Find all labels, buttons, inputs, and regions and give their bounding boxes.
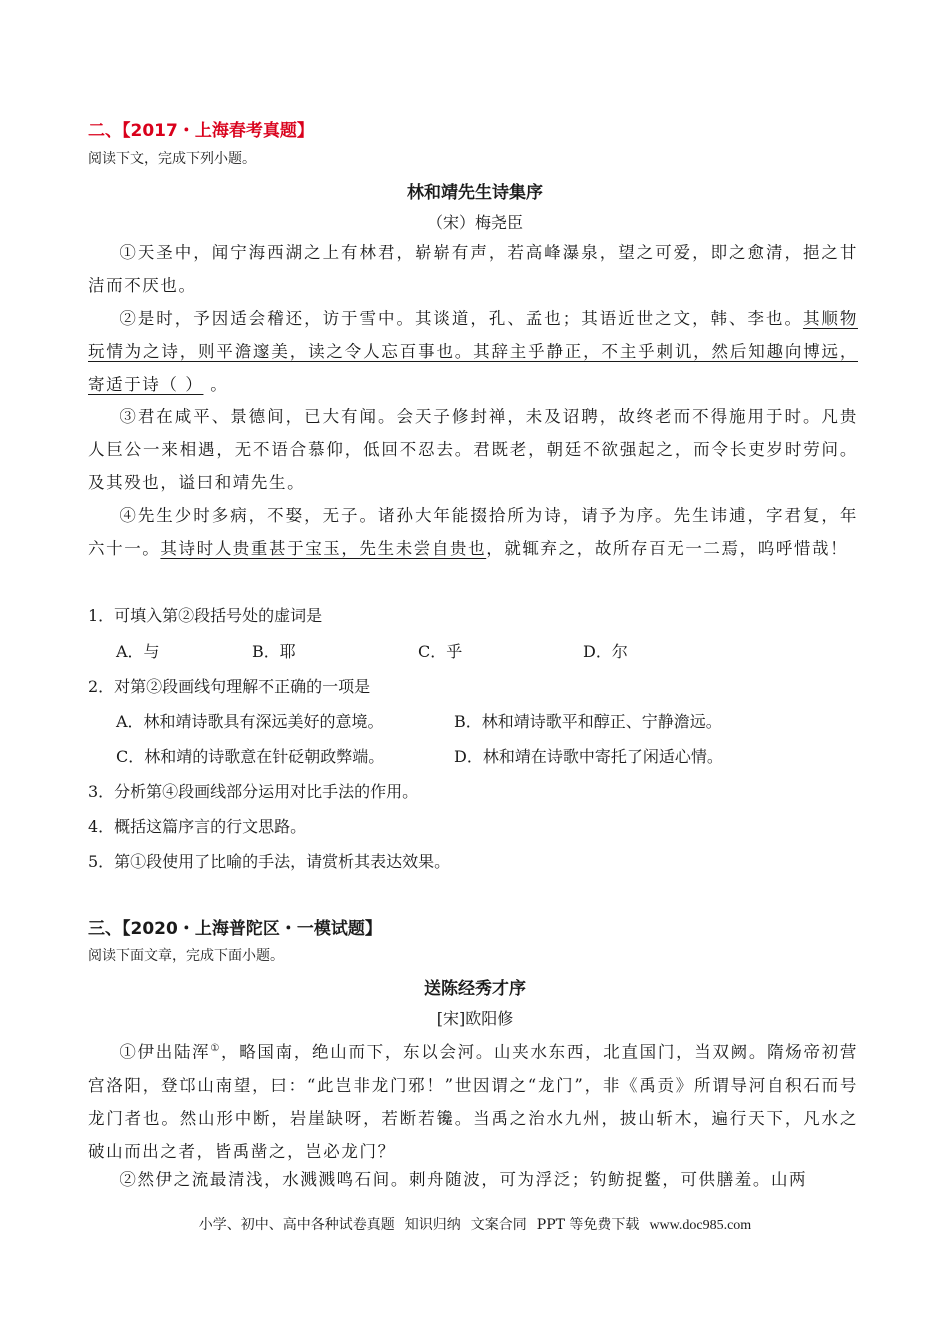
question-4: 4．概括这篇序言的行文思路。 bbox=[88, 817, 307, 836]
footer-text: 小学、初中、高中各种试卷真题 bbox=[198, 1217, 395, 1233]
footer-url: www.doc985.com bbox=[649, 1218, 752, 1233]
question-3: 3．分析第④段画线部分运用对比手法的作用。 bbox=[88, 782, 419, 801]
paragraph-2-underlined: 其顺物玩情为之诗，则平澹邃美，读之令人忘百事也。其辞主乎静正，不主乎刺讥，然后知趣向博远，寄适于诗（ ） bbox=[88, 309, 858, 394]
article-2-author: [宋]欧阳修 bbox=[436, 1009, 514, 1028]
paragraph-4-end: ，就辄弃之，故所存百无一二焉，呜呼惜哉！ bbox=[486, 539, 849, 558]
page-footer bbox=[0, 1214, 950, 1234]
article-2-title: 送陈经秀才序 bbox=[424, 979, 526, 999]
footer-text-4: PPT 等免费下载 bbox=[536, 1217, 640, 1233]
question-5: 5．第①段使用了比喻的手法，请赏析其表达效果。 bbox=[88, 852, 451, 871]
question-1-option-c: C．乎 bbox=[418, 642, 463, 661]
article-1-paragraph-3: ③君在咸平、景德间，已大有闻。会天子修封禅，未及诏聘，故终老而不得施用于时。凡贵人巨公一来相遇，无不语合慕仰，低回不忍去。君既老，朝廷不欲强起之，而令长吏岁时劳问。及其殁也，谥曰和靖先生。 bbox=[88, 407, 858, 492]
article-2-paragraph-1 bbox=[88, 1032, 858, 1168]
question-1: 1．可填入第②段括号处的虚词是 bbox=[88, 606, 323, 625]
section-3-instruction: 阅读下面文章，完成下面小题。 bbox=[88, 948, 284, 964]
question-2-option-a: A．林和靖诗歌具有深远美好的意境。 bbox=[116, 712, 384, 731]
question-1-option-a: A．与 bbox=[116, 642, 160, 661]
question-2-option-b: B．林和靖诗歌平和醇正、宁静澹远。 bbox=[454, 712, 722, 731]
question-1-option-b: B．耶 bbox=[252, 642, 296, 661]
paragraph-1-start: ①伊出陆浑 bbox=[119, 1042, 211, 1062]
article-1-author: （宋）梅尧臣 bbox=[426, 213, 523, 232]
question-1-option-d: D．尔 bbox=[583, 642, 628, 661]
paragraph-2-end: 。 bbox=[203, 375, 229, 394]
question-2-option-d: D．林和靖在诗歌中寄托了闲适心情。 bbox=[454, 747, 723, 766]
section-2-title: 二、【2017・上海春考真题】 bbox=[88, 121, 314, 141]
article-2-paragraph-2: ②然伊之流最清浅，水溅溅鸣石间。刺舟随波，可为浮泛；钓鲂捉鳖，可供膳羞。山两 bbox=[119, 1170, 808, 1189]
question-2: 2．对第②段画线句理解不正确的一项是 bbox=[88, 677, 371, 696]
article-1-paragraph-2 bbox=[88, 302, 858, 401]
article-1-paragraph-1: ①天圣中，闻宁海西湖之上有林君，崭崭有声，若高峰瀑泉，望之可爱，即之愈清，挹之甘洁而不厌也。 bbox=[88, 243, 858, 295]
question-2-option-c: C．林和靖的诗歌意在针砭朝政弊端。 bbox=[116, 747, 385, 766]
article-1-paragraph-4 bbox=[88, 499, 858, 565]
paragraph-1-text: ，略国南，绝山而下，东以会河。山夹水东西，北直国门，当双阙。隋炀帝初营宫洛阳，登邙山南望，曰：“此岂非龙门邪！”世因谓之“龙门”，非《禹贡》所谓导河自积石而号龙门者也。然山形中断，岩崖缺呀，若断若镵。当禹之治水九州，披山斩木，遍行天下，凡水之破山而出之者，皆禹凿之，岂必龙门？ bbox=[88, 1042, 858, 1161]
paragraph-4-text: ④先生少时多病，不娶，无子。诸孙大年能掇拾所为诗，请予为序。先生讳逋，字君复，年六十一。 bbox=[88, 506, 858, 558]
article-1-title: 林和靖先生诗集序 bbox=[407, 183, 543, 203]
footer-text-3: 文案合同 bbox=[470, 1217, 527, 1233]
section-3-title: 三、【2020・上海普陀区・一模试题】 bbox=[88, 919, 382, 939]
section-2-instruction: 阅读下文，完成下列小题。 bbox=[88, 151, 256, 167]
footer-text-2: 知识归纳 bbox=[404, 1217, 461, 1233]
paragraph-2-text: ②是时，予因适会稽还，访于雪中。其谈道，孔、孟也；其语近世之文，韩、李也。 bbox=[119, 309, 803, 328]
paragraph-4-underlined: 其诗时人贵重甚于宝玉，先生未尝自贵也 bbox=[160, 539, 487, 558]
footnote-marker: ① bbox=[210, 1043, 222, 1054]
